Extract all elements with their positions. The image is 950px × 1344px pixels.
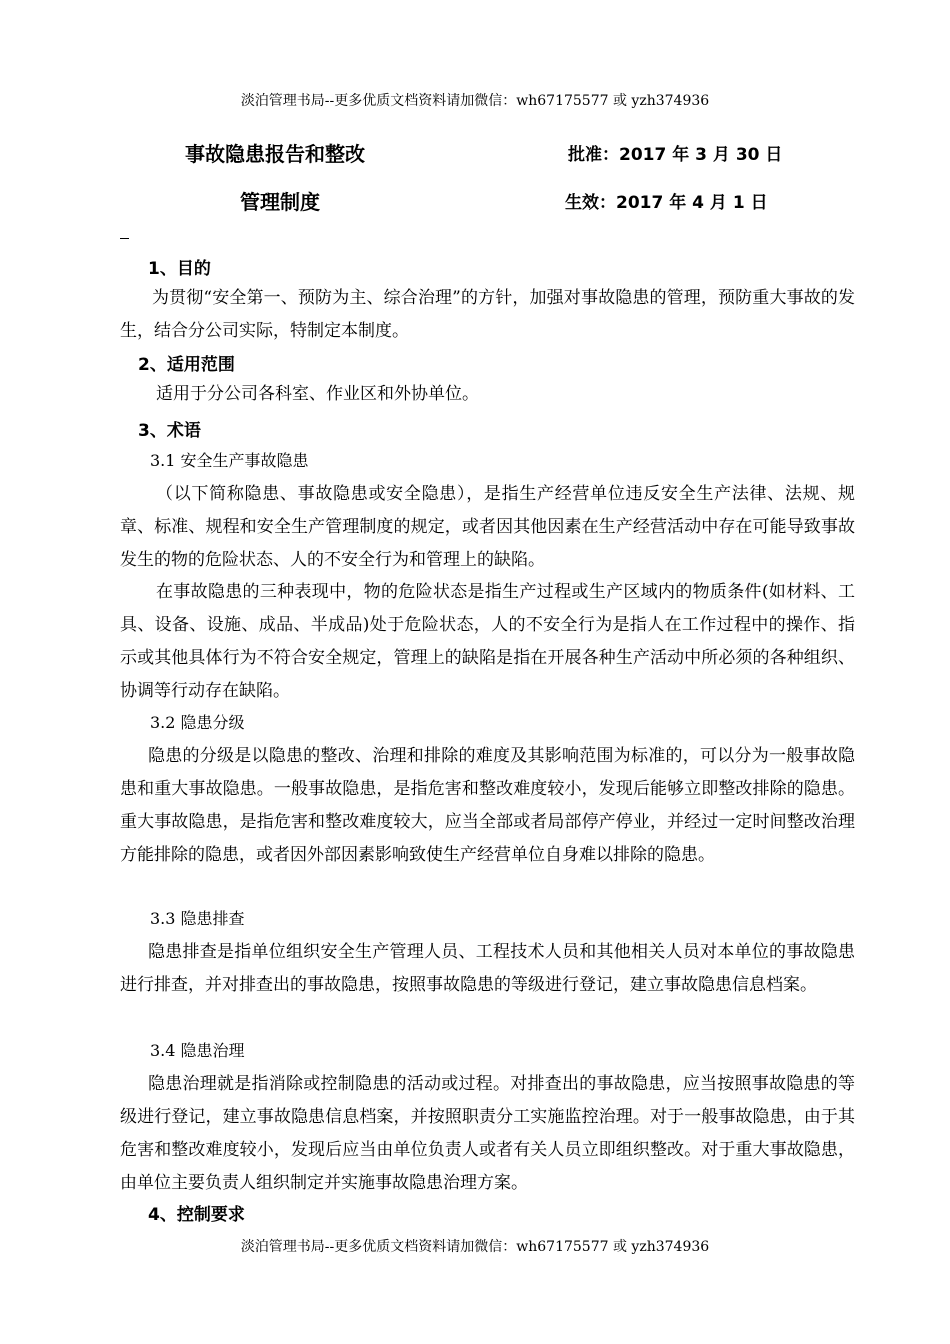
section-4-heading: 4、控制要求 <box>148 1205 245 1225</box>
term-3-4-text: 隐患治理就是指消除或控制隐患的活动或过程。对排查出的事故隐患，应当按照事故隐患的等级进行登记，建立事故隐患信息档案，并按照职责分工实施监控治理。对于一般事故隐患，由于其危害和整改难度较小，发现后应当由单位负责人或者有关人员立即组织整改。对于重大事故隐患，由单位主要负责人组织制定并实施事故隐患治理方案。 <box>120 1074 855 1193</box>
term-3-3-text: 隐患排查是指单位组织安全生产管理人员、工程技术人员和其他相关人员对本单位的事故隐患进行排查，并对排查出的事故隐患，按照事故隐患的等级进行登记，建立事故隐患信息档案。 <box>120 942 855 995</box>
section-1-heading: 1、目的 <box>148 259 211 279</box>
effective-date: 生效：2017 年 4 月 1 日 <box>565 193 768 213</box>
term-3-1-title: 3.1 安全生产事故隐患 <box>150 451 309 470</box>
term-3-2-text: 隐患的分级是以隐患的整改、治理和排除的难度及其影响范围为标准的，可以分为一般事故隐患和重大事故隐患。一般事故隐患，是指危害和整改难度较小，发现后能够立即整改排除的隐患。重大事故隐患，是指危害和整改难度较大，应当全部或者局部停产停业，并经过一定时间整改治理方能排除的隐患，或者因外部因素影响致使生产经营单位自身难以排除的隐患。 <box>120 746 855 865</box>
approval-date: 批准：2017 年 3 月 30 日 <box>568 145 783 165</box>
term-3-4-title: 3.4 隐患治理 <box>150 1041 245 1060</box>
footer-note: 淡泊管理书局--更多优质文档资料请加微信：wh67175577 或 yzh374936 <box>240 1239 710 1255</box>
divider-mark <box>120 238 129 239</box>
section-1-text: 为贯彻“安全第一、预防为主、综合治理”的方针，加强对事故隐患的管理，预防重大事故的发生，结合分公司实际，特制定本制度。 <box>120 288 855 341</box>
term-3-1-text-a: （以下简称隐患、事故隐患或安全隐患），是指生产经营单位违反安全生产法律、法规、规章、标准、规程和安全生产管理制度的规定，或者因其他因素在生产经营活动中存在可能导致事故发生的物的危险状态、人的不安全行为和管理上的缺陷。 <box>120 484 855 570</box>
doc-title-line2: 管理制度 <box>240 190 320 214</box>
section-3-heading: 3、术语 <box>138 421 201 441</box>
term-3-1-text-b: 在事故隐患的三种表现中，物的危险状态是指生产过程或生产区域内的物质条件(如材料、工具、设备、设施、成品、半成品)处于危险状态，人的不安全行为是指人在工作过程中的操作、指示或其他具体行为不符合安全规定，管理上的缺陷是指在开展各种生产活动中所必须的各种组织、协调等行动存在缺陷。 <box>120 582 855 701</box>
doc-title-line1: 事故隐患报告和整改 <box>185 142 365 166</box>
header-note: 淡泊管理书局--更多优质文档资料请加微信：wh67175577 或 yzh374936 <box>240 93 710 109</box>
term-3-3-title: 3.3 隐患排查 <box>150 909 245 928</box>
section-2-text: 适用于分公司各科室、作业区和外协单位。 <box>156 384 479 404</box>
section-2-heading: 2、适用范围 <box>138 355 235 375</box>
term-3-2-title: 3.2 隐患分级 <box>150 713 245 732</box>
